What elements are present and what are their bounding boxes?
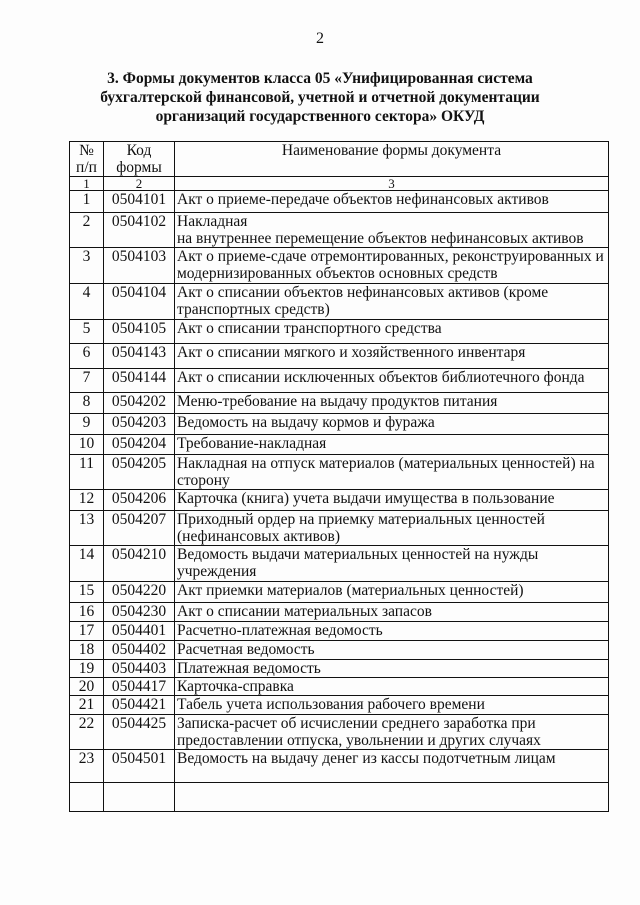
header-code-line-1: Код xyxy=(126,142,152,159)
table-row xyxy=(70,369,609,393)
form-name: Меню-требование на выдачу продуктов питания xyxy=(175,393,609,414)
row-number: 9 xyxy=(70,414,104,435)
row-number: 6 xyxy=(70,344,104,369)
form-name: Ведомость на выдачу кормов и фуража xyxy=(175,414,609,435)
table-row xyxy=(70,344,609,369)
header-number-line-1: № xyxy=(79,142,94,159)
page-number: 2 xyxy=(316,30,324,47)
table-row xyxy=(70,678,609,696)
empty-cell xyxy=(104,783,175,812)
form-name: Акт о списании материальных запасов xyxy=(175,603,609,622)
row-number: 3 xyxy=(70,248,104,284)
table-row xyxy=(70,284,609,320)
header-code xyxy=(104,142,175,177)
row-number: 1 xyxy=(70,191,104,213)
form-code: 0504401 xyxy=(104,622,175,641)
table-row xyxy=(70,414,609,435)
form-code: 0504425 xyxy=(104,715,175,750)
table-row xyxy=(70,248,609,284)
table-row xyxy=(70,750,609,783)
table-row xyxy=(70,191,609,213)
form-name: Табель учета использования рабочего времени xyxy=(175,696,609,715)
form-code: 0504501 xyxy=(104,750,175,783)
row-number: 14 xyxy=(70,546,104,582)
header-number xyxy=(70,142,104,177)
form-name: Акт о списании объектов нефинансовых активов (кроме транспортных средств) xyxy=(175,284,609,320)
row-number: 23 xyxy=(70,750,104,783)
table-row xyxy=(70,213,609,248)
section-heading xyxy=(100,69,540,126)
form-code: 0504105 xyxy=(104,320,175,344)
empty-cell xyxy=(70,783,104,812)
table-row xyxy=(70,435,609,455)
form-code: 0504203 xyxy=(104,414,175,435)
table-row xyxy=(70,490,609,511)
heading-line-3: организаций государственного сектора» ОКУД xyxy=(155,108,485,125)
form-name: Расчетно-платежная ведомость xyxy=(175,622,609,641)
column-number: 1 xyxy=(70,177,104,191)
form-name: Платежная ведомость xyxy=(175,660,609,678)
table-row xyxy=(70,603,609,622)
form-code: 0504104 xyxy=(104,284,175,320)
row-number: 17 xyxy=(70,622,104,641)
heading-line-1: 3. Формы документов класса 05 «Унифицированная система xyxy=(107,70,533,87)
row-number: 21 xyxy=(70,696,104,715)
row-number: 19 xyxy=(70,660,104,678)
form-name: Акт приемки материалов (материальных ценностей) xyxy=(175,582,609,603)
form-name: Акт о списании исключенных объектов библиотечного фонда xyxy=(175,369,609,393)
form-name: Расчетная ведомость xyxy=(175,641,609,660)
form-code: 0504220 xyxy=(104,582,175,603)
table-row xyxy=(70,455,609,490)
row-number: 12 xyxy=(70,490,104,511)
row-number: 18 xyxy=(70,641,104,660)
form-code: 0504205 xyxy=(104,455,175,490)
form-code: 0504101 xyxy=(104,191,175,213)
form-code: 0504144 xyxy=(104,369,175,393)
form-name: Ведомость выдачи материальных ценностей на нужды учреждения xyxy=(175,546,609,582)
table-row xyxy=(70,546,609,582)
header-name: Наименование формы документа xyxy=(175,142,609,177)
form-code: 0504206 xyxy=(104,490,175,511)
form-code: 0504204 xyxy=(104,435,175,455)
column-number: 3 xyxy=(175,177,609,191)
form-name: Акт о приеме-сдаче отремонтированных, реконструированных и модернизированных объектов основных средств xyxy=(175,248,609,284)
form-name: Накладная на внутреннее перемещение объектов нефинансовых активов xyxy=(175,213,609,248)
form-code: 0504210 xyxy=(104,546,175,582)
row-number: 20 xyxy=(70,678,104,696)
column-number-row xyxy=(70,177,609,191)
forms-table xyxy=(69,141,609,812)
row-number: 11 xyxy=(70,455,104,490)
table-row xyxy=(70,715,609,750)
header-code-line-2: формы xyxy=(116,159,162,176)
row-number: 7 xyxy=(70,369,104,393)
form-code: 0504103 xyxy=(104,248,175,284)
row-number: 15 xyxy=(70,582,104,603)
form-code: 0504230 xyxy=(104,603,175,622)
row-number: 5 xyxy=(70,320,104,344)
row-number: 4 xyxy=(70,284,104,320)
row-number: 8 xyxy=(70,393,104,414)
form-code: 0504403 xyxy=(104,660,175,678)
row-number: 16 xyxy=(70,603,104,622)
form-name: Приходный ордер на приемку материальных ценностей (нефинансовых активов) xyxy=(175,511,609,546)
form-code: 0504421 xyxy=(104,696,175,715)
header-number-line-2: п/п xyxy=(76,159,97,176)
form-name: Карточка (книга) учета выдачи имущества в пользование xyxy=(175,490,609,511)
form-name: Акт о приеме-передаче объектов нефинансовых активов xyxy=(175,191,609,213)
table-row xyxy=(70,320,609,344)
form-name: Требование-накладная xyxy=(175,435,609,455)
form-code: 0504202 xyxy=(104,393,175,414)
form-name: Ведомость на выдачу денег из кассы подотчетным лицам xyxy=(175,750,609,783)
heading-line-2: бухгалтерской финансовой, учетной и отчетной документации xyxy=(100,89,540,106)
form-name: Записка-расчет об исчислении среднего заработка при предоставлении отпуска, увольнении и других случаях xyxy=(175,715,609,750)
table-row xyxy=(70,696,609,715)
table-header-row xyxy=(70,142,609,177)
form-name: Акт о списании мягкого и хозяйственного инвентаря xyxy=(175,344,609,369)
form-code: 0504402 xyxy=(104,641,175,660)
form-code: 0504102 xyxy=(104,213,175,248)
form-code: 0504143 xyxy=(104,344,175,369)
table-row xyxy=(70,660,609,678)
row-number: 2 xyxy=(70,213,104,248)
table-row xyxy=(70,641,609,660)
column-number: 2 xyxy=(104,177,175,191)
empty-cell xyxy=(175,783,609,812)
table-body xyxy=(70,191,609,812)
form-name: Накладная на отпуск материалов (материальных ценностей) на сторону xyxy=(175,455,609,490)
row-number: 22 xyxy=(70,715,104,750)
row-number: 10 xyxy=(70,435,104,455)
form-name: Акт о списании транспортного средства xyxy=(175,320,609,344)
table-row-empty xyxy=(70,783,609,812)
table-row xyxy=(70,582,609,603)
table-row xyxy=(70,511,609,546)
form-code: 0504207 xyxy=(104,511,175,546)
form-name: Карточка-справка xyxy=(175,678,609,696)
table-row xyxy=(70,393,609,414)
row-number: 13 xyxy=(70,511,104,546)
form-code: 0504417 xyxy=(104,678,175,696)
table-row xyxy=(70,622,609,641)
